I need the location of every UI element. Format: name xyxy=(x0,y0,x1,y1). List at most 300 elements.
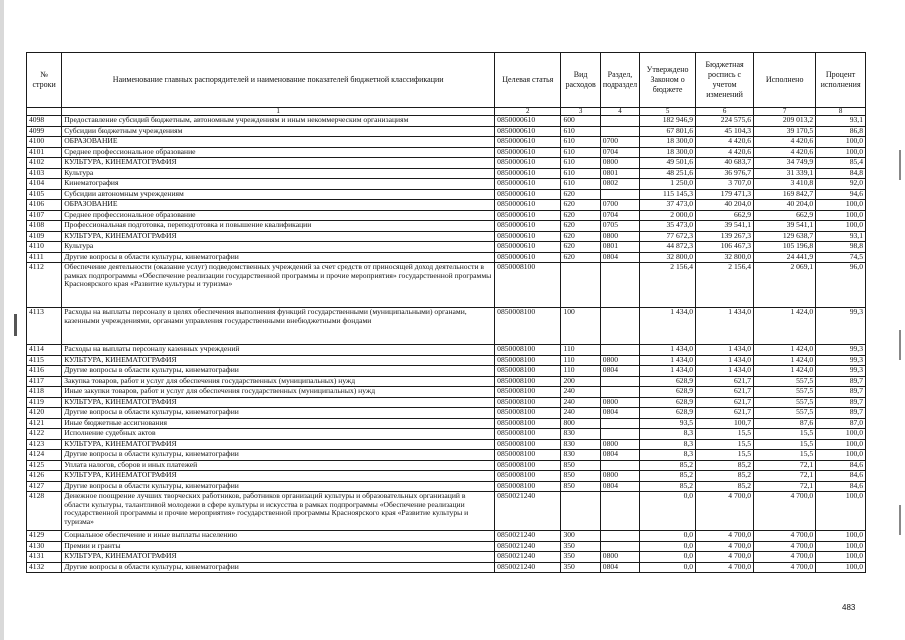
approved-amount-cell: 48 251,6 xyxy=(640,168,696,179)
expense-type-cell: 110 xyxy=(561,355,600,366)
table-row xyxy=(27,355,866,366)
row-number-cell: 4131 xyxy=(27,552,62,563)
section-cell: 0704 xyxy=(600,147,639,158)
col-header-schedule: Бюджетная роспись с учетом изменений xyxy=(696,53,754,108)
approved-amount-cell: 1 434,0 xyxy=(640,366,696,377)
percent-cell: 84,6 xyxy=(816,471,866,482)
percent-cell: 100,0 xyxy=(816,552,866,563)
table-row xyxy=(27,116,866,127)
row-number-cell: 4111 xyxy=(27,252,62,263)
table-row xyxy=(27,263,866,308)
row-name-cell: Уплата налогов, сборов и иных платежей xyxy=(62,460,495,471)
row-name-cell: Расходы на выплаты персоналу в целях обеспечения выполнения функций государственными (муниципальными) органами, казенными учреждениями, органами управления государственными внебюджетными фондами xyxy=(62,308,495,345)
table-row xyxy=(27,541,866,552)
col-header-percent: Процент исполнения xyxy=(816,53,866,108)
executed-amount-cell: 2 069,1 xyxy=(754,263,816,308)
target-article-cell: 0850008100 xyxy=(495,450,561,461)
schedule-amount-cell: 1 434,0 xyxy=(696,355,754,366)
approved-amount-cell: 8,3 xyxy=(640,450,696,461)
expense-type-cell: 350 xyxy=(561,562,600,573)
approved-amount-cell: 2 156,4 xyxy=(640,263,696,308)
expense-type-cell: 200 xyxy=(561,376,600,387)
section-cell: 0700 xyxy=(600,137,639,148)
expense-type-cell: 300 xyxy=(561,531,600,542)
section-cell: 0800 xyxy=(600,158,639,169)
schedule-amount-cell: 4 700,0 xyxy=(696,541,754,552)
row-number-cell: 4099 xyxy=(27,126,62,137)
expense-type-cell: 240 xyxy=(561,397,600,408)
schedule-amount-cell: 2 156,4 xyxy=(696,263,754,308)
percent-cell: 100,0 xyxy=(816,562,866,573)
row-number-cell: 4113 xyxy=(27,308,62,345)
section-cell: 0800 xyxy=(600,355,639,366)
expense-type-cell: 110 xyxy=(561,345,600,356)
col-header-exp-type: Вид расходов xyxy=(561,53,600,108)
column-number-cell: 7 xyxy=(754,108,816,116)
section-cell xyxy=(600,189,639,200)
section-cell xyxy=(600,387,639,398)
percent-cell: 87,0 xyxy=(816,418,866,429)
col-header-name: Наименование главных распорядителей и наименование показателей бюджетной классификации xyxy=(62,53,495,108)
row-name-cell: Иные бюджетные ассигнования xyxy=(62,418,495,429)
target-article-cell: 0850021240 xyxy=(495,531,561,542)
section-cell: 0802 xyxy=(600,179,639,190)
target-article-cell: 0850008100 xyxy=(495,387,561,398)
percent-cell: 99,3 xyxy=(816,355,866,366)
executed-amount-cell: 105 196,8 xyxy=(754,242,816,253)
executed-amount-cell: 15,5 xyxy=(754,450,816,461)
executed-amount-cell: 72,1 xyxy=(754,471,816,482)
approved-amount-cell: 0,0 xyxy=(640,562,696,573)
section-cell: 0800 xyxy=(600,397,639,408)
percent-cell: 100,0 xyxy=(816,450,866,461)
row-name-cell: Культура xyxy=(62,168,495,179)
target-article-cell: 0850008100 xyxy=(495,460,561,471)
executed-amount-cell: 1 424,0 xyxy=(754,345,816,356)
section-cell xyxy=(600,376,639,387)
expense-type-cell: 610 xyxy=(561,126,600,137)
expense-type-cell: 830 xyxy=(561,450,600,461)
schedule-amount-cell: 621,7 xyxy=(696,397,754,408)
row-number-cell: 4122 xyxy=(27,429,62,440)
target-article-cell: 0850000610 xyxy=(495,210,561,221)
row-number-cell: 4121 xyxy=(27,418,62,429)
target-article-cell: 0850000610 xyxy=(495,189,561,200)
percent-cell: 100,0 xyxy=(816,200,866,211)
col-header-target: Целевая статья xyxy=(495,53,561,108)
executed-amount-cell: 4 420,6 xyxy=(754,147,816,158)
row-name-cell: Социальное обеспечение и иные выплаты населению xyxy=(62,531,495,542)
scan-edge xyxy=(0,0,4,640)
column-number-row xyxy=(27,108,866,116)
row-name-cell: КУЛЬТУРА, КИНЕМАТОГРАФИЯ xyxy=(62,355,495,366)
percent-cell: 100,0 xyxy=(816,439,866,450)
target-article-cell: 0850000610 xyxy=(495,231,561,242)
table-row xyxy=(27,552,866,563)
row-number-cell: 4117 xyxy=(27,376,62,387)
page-number: 483 xyxy=(842,603,856,612)
schedule-amount-cell: 45 104,3 xyxy=(696,126,754,137)
schedule-amount-cell: 4 700,0 xyxy=(696,492,754,531)
section-cell xyxy=(600,116,639,127)
column-number-cell: 2 xyxy=(495,108,561,116)
approved-amount-cell: 628,9 xyxy=(640,376,696,387)
executed-amount-cell: 4 700,0 xyxy=(754,531,816,542)
approved-amount-cell: 0,0 xyxy=(640,552,696,563)
row-name-cell: КУЛЬТУРА, КИНЕМАТОГРАФИЯ xyxy=(62,471,495,482)
schedule-amount-cell: 4 420,6 xyxy=(696,147,754,158)
row-number-cell: 4110 xyxy=(27,242,62,253)
target-article-cell: 0850000610 xyxy=(495,200,561,211)
table-row xyxy=(27,439,866,450)
row-name-cell: КУЛЬТУРА, КИНЕМАТОГРАФИЯ xyxy=(62,158,495,169)
section-cell xyxy=(600,126,639,137)
executed-amount-cell: 1 424,0 xyxy=(754,366,816,377)
schedule-amount-cell: 3 707,0 xyxy=(696,179,754,190)
row-name-cell: КУЛЬТУРА, КИНЕМАТОГРАФИЯ xyxy=(62,397,495,408)
row-number-cell: 4118 xyxy=(27,387,62,398)
table-row xyxy=(27,408,866,419)
row-number-cell: 4123 xyxy=(27,439,62,450)
executed-amount-cell: 87,6 xyxy=(754,418,816,429)
table-row xyxy=(27,252,866,263)
row-number-cell: 4102 xyxy=(27,158,62,169)
expense-type-cell: 350 xyxy=(561,552,600,563)
executed-amount-cell: 4 700,0 xyxy=(754,562,816,573)
schedule-amount-cell: 621,7 xyxy=(696,376,754,387)
scan-mark xyxy=(899,150,901,180)
schedule-amount-cell: 106 467,3 xyxy=(696,242,754,253)
schedule-amount-cell: 1 434,0 xyxy=(696,345,754,356)
target-article-cell: 0850008100 xyxy=(495,481,561,492)
target-article-cell: 0850008100 xyxy=(495,345,561,356)
row-number-cell: 4112 xyxy=(27,263,62,308)
expense-type-cell: 110 xyxy=(561,366,600,377)
table-row xyxy=(27,231,866,242)
table-row xyxy=(27,189,866,200)
section-cell: 0800 xyxy=(600,471,639,482)
approved-amount-cell: 85,2 xyxy=(640,471,696,482)
expense-type-cell: 850 xyxy=(561,481,600,492)
percent-cell: 99,3 xyxy=(816,366,866,377)
section-cell: 0800 xyxy=(600,439,639,450)
approved-amount-cell: 2 000,0 xyxy=(640,210,696,221)
column-number-cell xyxy=(27,108,62,116)
approved-amount-cell: 49 501,6 xyxy=(640,158,696,169)
percent-cell: 84,8 xyxy=(816,168,866,179)
section-cell: 0700 xyxy=(600,200,639,211)
target-article-cell: 0850008100 xyxy=(495,408,561,419)
target-article-cell: 0850008100 xyxy=(495,439,561,450)
row-name-cell: Другие вопросы в области культуры, кинематографии xyxy=(62,366,495,377)
percent-cell: 89,7 xyxy=(816,408,866,419)
approved-amount-cell: 1 434,0 xyxy=(640,345,696,356)
expense-type-cell: 240 xyxy=(561,408,600,419)
percent-cell: 99,3 xyxy=(816,345,866,356)
target-article-cell: 0850008100 xyxy=(495,418,561,429)
table-row xyxy=(27,450,866,461)
table-row xyxy=(27,200,866,211)
executed-amount-cell: 24 441,9 xyxy=(754,252,816,263)
target-article-cell: 0850000610 xyxy=(495,168,561,179)
table-row xyxy=(27,492,866,531)
approved-amount-cell: 85,2 xyxy=(640,460,696,471)
percent-cell: 98,8 xyxy=(816,242,866,253)
section-cell: 0804 xyxy=(600,252,639,263)
expense-type-cell: 800 xyxy=(561,418,600,429)
section-cell xyxy=(600,263,639,308)
approved-amount-cell: 182 946,9 xyxy=(640,116,696,127)
table-row xyxy=(27,147,866,158)
executed-amount-cell: 34 749,9 xyxy=(754,158,816,169)
percent-cell: 89,7 xyxy=(816,397,866,408)
executed-amount-cell: 40 204,0 xyxy=(754,200,816,211)
scan-mark xyxy=(899,505,901,535)
percent-cell: 86,8 xyxy=(816,126,866,137)
table-row xyxy=(27,429,866,440)
row-number-cell: 4101 xyxy=(27,147,62,158)
approved-amount-cell: 115 145,3 xyxy=(640,189,696,200)
expense-type-cell: 610 xyxy=(561,179,600,190)
row-name-cell: Субсидии автономным учреждениям xyxy=(62,189,495,200)
approved-amount-cell: 35 473,0 xyxy=(640,221,696,232)
target-article-cell: 0850000610 xyxy=(495,179,561,190)
expense-type-cell: 600 xyxy=(561,116,600,127)
budget-table-container xyxy=(26,52,866,573)
percent-cell: 93,1 xyxy=(816,116,866,127)
target-article-cell: 0850000610 xyxy=(495,158,561,169)
target-article-cell: 0850021240 xyxy=(495,541,561,552)
table-row xyxy=(27,242,866,253)
budget-table xyxy=(26,52,866,573)
expense-type-cell: 850 xyxy=(561,471,600,482)
expense-type-cell: 100 xyxy=(561,308,600,345)
target-article-cell: 0850000610 xyxy=(495,137,561,148)
row-number-cell: 4098 xyxy=(27,116,62,127)
percent-cell: 93,1 xyxy=(816,231,866,242)
percent-cell: 100,0 xyxy=(816,210,866,221)
executed-amount-cell: 129 638,7 xyxy=(754,231,816,242)
table-row xyxy=(27,562,866,573)
section-cell: 0804 xyxy=(600,366,639,377)
column-number-cell: 3 xyxy=(561,108,600,116)
table-row xyxy=(27,345,866,356)
row-name-cell: Обеспечение деятельности (оказание услуг) подведомственных учреждений за счет средств от приносящей доход деятельности в рамках подпрограммы «Обеспечение реализации государственной программы и прочие мероприятия» государственной программы Красноярского края «Развитие культуры и туризма» xyxy=(62,263,495,308)
percent-cell: 100,0 xyxy=(816,137,866,148)
row-name-cell: Денежное поощрение лучших творческих работников, работников организаций культуры и образовательных организаций в области культуры, талантливой молодежи в сфере культуры и искусства в рамках подпрограммы «Обеспечение реализации государственной программы и прочие мероприятия» государственной программы Красноярского края «Развитие культуры и туризма» xyxy=(62,492,495,531)
expense-type-cell: 610 xyxy=(561,137,600,148)
row-name-cell: ОБРАЗОВАНИЕ xyxy=(62,137,495,148)
executed-amount-cell: 209 013,2 xyxy=(754,116,816,127)
expense-type-cell: 620 xyxy=(561,252,600,263)
table-row xyxy=(27,471,866,482)
executed-amount-cell: 557,5 xyxy=(754,397,816,408)
column-number-cell: 5 xyxy=(640,108,696,116)
section-cell: 0801 xyxy=(600,168,639,179)
column-number-cell: 1 xyxy=(62,108,495,116)
row-name-cell: Другие вопросы в области культуры, кинематографии xyxy=(62,562,495,573)
executed-amount-cell: 3 410,8 xyxy=(754,179,816,190)
target-article-cell: 0850008100 xyxy=(495,263,561,308)
section-cell xyxy=(600,418,639,429)
row-name-cell: Исполнение судебных актов xyxy=(62,429,495,440)
target-article-cell: 0850000610 xyxy=(495,221,561,232)
expense-type-cell: 620 xyxy=(561,189,600,200)
row-name-cell: Другие вопросы в области культуры, кинематографии xyxy=(62,481,495,492)
target-article-cell: 0850008100 xyxy=(495,366,561,377)
table-row xyxy=(27,137,866,148)
percent-cell: 84,6 xyxy=(816,481,866,492)
expense-type-cell: 850 xyxy=(561,460,600,471)
target-article-cell: 0850008100 xyxy=(495,308,561,345)
schedule-amount-cell: 15,5 xyxy=(696,429,754,440)
schedule-amount-cell: 85,2 xyxy=(696,481,754,492)
executed-amount-cell: 662,9 xyxy=(754,210,816,221)
row-number-cell: 4127 xyxy=(27,481,62,492)
section-cell: 0704 xyxy=(600,210,639,221)
row-number-cell: 4105 xyxy=(27,189,62,200)
approved-amount-cell: 44 872,3 xyxy=(640,242,696,253)
row-name-cell: КУЛЬТУРА, КИНЕМАТОГРАФИЯ xyxy=(62,552,495,563)
schedule-amount-cell: 15,5 xyxy=(696,450,754,461)
table-row xyxy=(27,460,866,471)
table-row xyxy=(27,126,866,137)
section-cell xyxy=(600,541,639,552)
row-name-cell: Другие вопросы в области культуры, кинематографии xyxy=(62,450,495,461)
row-number-cell: 4119 xyxy=(27,397,62,408)
row-number-cell: 4108 xyxy=(27,221,62,232)
expense-type-cell xyxy=(561,492,600,531)
approved-amount-cell: 8,3 xyxy=(640,429,696,440)
expense-type-cell: 620 xyxy=(561,221,600,232)
row-name-cell: Закупка товаров, работ и услуг для обеспечения государственных (муниципальных) нужд xyxy=(62,376,495,387)
approved-amount-cell: 0,0 xyxy=(640,541,696,552)
section-cell xyxy=(600,460,639,471)
percent-cell: 100,0 xyxy=(816,541,866,552)
section-cell xyxy=(600,429,639,440)
schedule-amount-cell: 4 420,6 xyxy=(696,137,754,148)
target-article-cell: 0850021240 xyxy=(495,492,561,531)
table-row xyxy=(27,210,866,221)
executed-amount-cell: 1 424,0 xyxy=(754,355,816,366)
schedule-amount-cell: 621,7 xyxy=(696,387,754,398)
percent-cell: 100,0 xyxy=(816,429,866,440)
executed-amount-cell: 557,5 xyxy=(754,408,816,419)
schedule-amount-cell: 621,7 xyxy=(696,408,754,419)
row-name-cell: Культура xyxy=(62,242,495,253)
executed-amount-cell: 557,5 xyxy=(754,376,816,387)
table-row xyxy=(27,387,866,398)
approved-amount-cell: 37 473,0 xyxy=(640,200,696,211)
percent-cell: 99,3 xyxy=(816,308,866,345)
percent-cell: 100,0 xyxy=(816,221,866,232)
executed-amount-cell: 72,1 xyxy=(754,481,816,492)
col-header-section: Раздел, подраздел xyxy=(600,53,639,108)
approved-amount-cell: 0,0 xyxy=(640,492,696,531)
target-article-cell: 0850000610 xyxy=(495,252,561,263)
table-header-row xyxy=(27,53,866,108)
row-name-cell: Предоставление субсидий бюджетным, автономным учреждениям и иным некоммерческим организациям xyxy=(62,116,495,127)
section-cell: 0804 xyxy=(600,408,639,419)
executed-amount-cell: 39 541,1 xyxy=(754,221,816,232)
approved-amount-cell: 1 250,0 xyxy=(640,179,696,190)
row-number-cell: 4124 xyxy=(27,450,62,461)
approved-amount-cell: 1 434,0 xyxy=(640,355,696,366)
schedule-amount-cell: 85,2 xyxy=(696,460,754,471)
percent-cell: 100,0 xyxy=(816,147,866,158)
scan-mark xyxy=(899,330,901,360)
approved-amount-cell: 8,3 xyxy=(640,439,696,450)
schedule-amount-cell: 179 471,3 xyxy=(696,189,754,200)
schedule-amount-cell: 32 800,0 xyxy=(696,252,754,263)
expense-type-cell: 830 xyxy=(561,429,600,440)
row-name-cell: Другие вопросы в области культуры, кинематографии xyxy=(62,252,495,263)
row-number-cell: 4100 xyxy=(27,137,62,148)
target-article-cell: 0850000610 xyxy=(495,126,561,137)
row-number-cell: 4126 xyxy=(27,471,62,482)
percent-cell: 89,7 xyxy=(816,387,866,398)
table-row xyxy=(27,481,866,492)
executed-amount-cell: 4 420,6 xyxy=(754,137,816,148)
row-number-cell: 4115 xyxy=(27,355,62,366)
row-number-cell: 4130 xyxy=(27,541,62,552)
target-article-cell: 0850008100 xyxy=(495,355,561,366)
percent-cell: 96,0 xyxy=(816,263,866,308)
row-number-cell: 4132 xyxy=(27,562,62,573)
executed-amount-cell: 1 424,0 xyxy=(754,308,816,345)
row-name-cell: Профессиональная подготовка, переподготовка и повышение квалификации xyxy=(62,221,495,232)
approved-amount-cell: 1 434,0 xyxy=(640,308,696,345)
expense-type-cell: 350 xyxy=(561,541,600,552)
schedule-amount-cell: 4 700,0 xyxy=(696,531,754,542)
section-cell xyxy=(600,492,639,531)
percent-cell: 100,0 xyxy=(816,492,866,531)
scan-mark xyxy=(14,314,17,336)
expense-type-cell: 620 xyxy=(561,200,600,211)
schedule-amount-cell: 15,5 xyxy=(696,439,754,450)
row-name-cell: Среднее профессиональное образование xyxy=(62,147,495,158)
schedule-amount-cell: 4 700,0 xyxy=(696,562,754,573)
row-number-cell: 4107 xyxy=(27,210,62,221)
section-cell xyxy=(600,531,639,542)
section-cell: 0804 xyxy=(600,562,639,573)
row-number-cell: 4128 xyxy=(27,492,62,531)
row-number-cell: 4129 xyxy=(27,531,62,542)
row-name-cell: Другие вопросы в области культуры, кинематографии xyxy=(62,408,495,419)
row-name-cell: Иные закупки товаров, работ и услуг для обеспечения государственных (муниципальных) нужд xyxy=(62,387,495,398)
table-row xyxy=(27,397,866,408)
executed-amount-cell: 4 700,0 xyxy=(754,492,816,531)
expense-type-cell: 610 xyxy=(561,147,600,158)
executed-amount-cell: 4 700,0 xyxy=(754,541,816,552)
table-row xyxy=(27,221,866,232)
row-number-cell: 4125 xyxy=(27,460,62,471)
schedule-amount-cell: 139 267,3 xyxy=(696,231,754,242)
row-name-cell: ОБРАЗОВАНИЕ xyxy=(62,200,495,211)
approved-amount-cell: 77 672,3 xyxy=(640,231,696,242)
target-article-cell: 0850000610 xyxy=(495,242,561,253)
table-row xyxy=(27,418,866,429)
approved-amount-cell: 18 300,0 xyxy=(640,147,696,158)
section-cell xyxy=(600,308,639,345)
target-article-cell: 0850021240 xyxy=(495,562,561,573)
section-cell: 0800 xyxy=(600,231,639,242)
expense-type-cell xyxy=(561,263,600,308)
column-number-cell: 4 xyxy=(600,108,639,116)
row-name-cell: КУЛЬТУРА, КИНЕМАТОГРАФИЯ xyxy=(62,439,495,450)
approved-amount-cell: 628,9 xyxy=(640,387,696,398)
col-header-number: № строки xyxy=(27,53,62,108)
